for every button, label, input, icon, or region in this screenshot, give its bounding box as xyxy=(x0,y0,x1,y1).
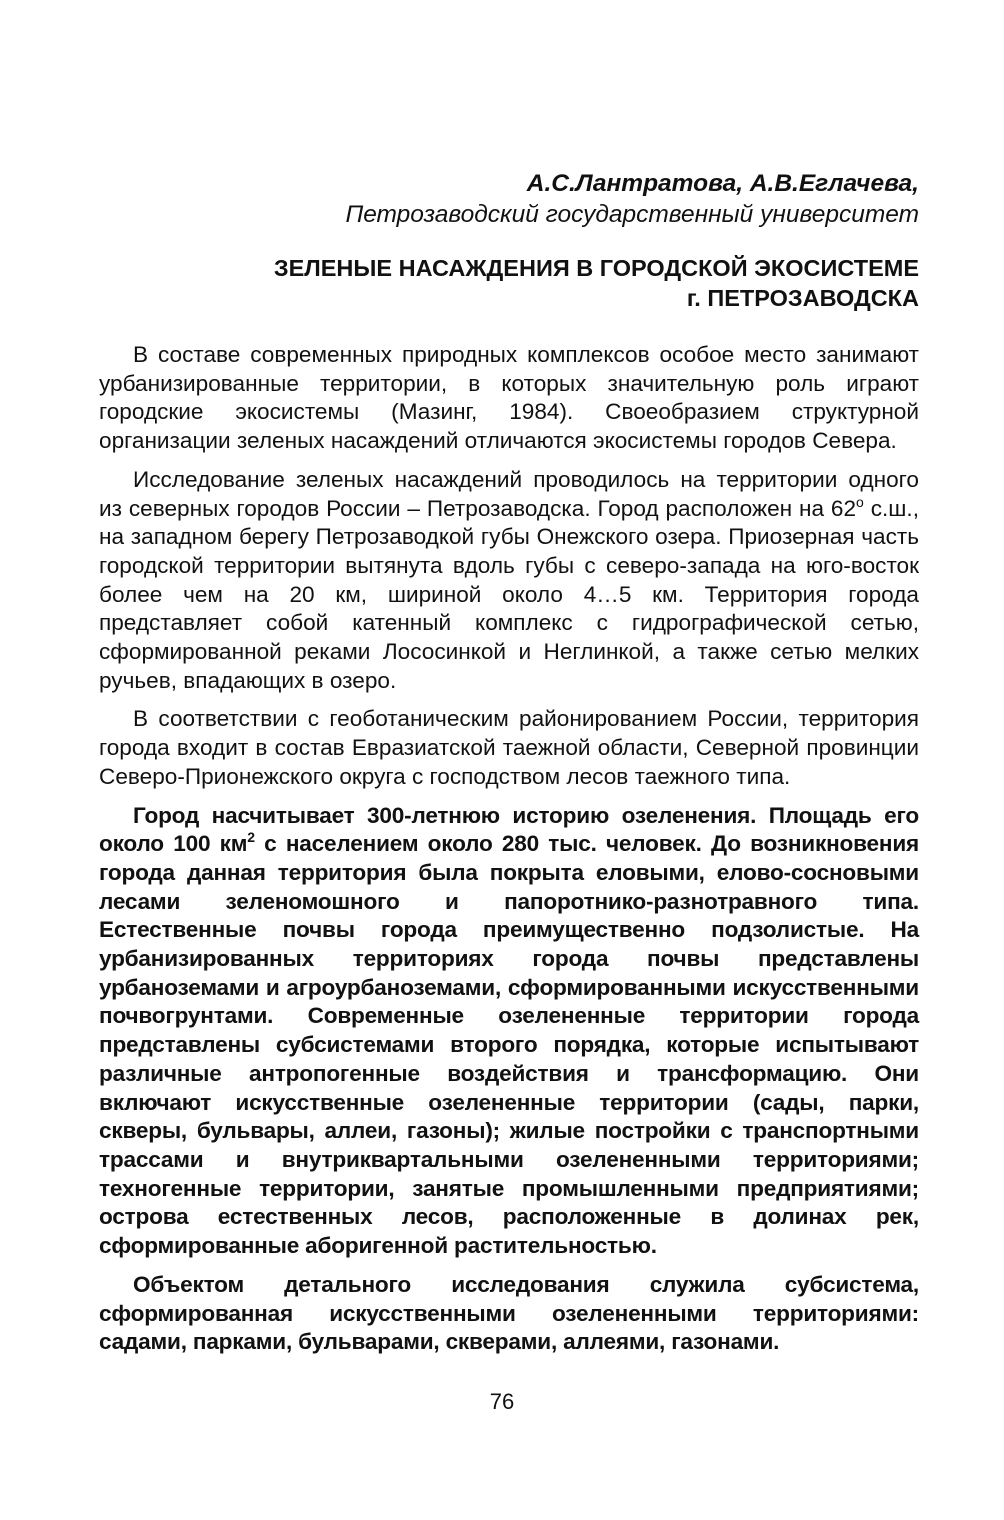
page-number: 76 xyxy=(489,1389,515,1414)
article-body xyxy=(99,341,919,1357)
degree-mark: о xyxy=(856,493,864,510)
title-line-1: ЗЕЛЕНЫЕ НАСАЖДЕНИЯ В ГОРОДСКОЙ ЭКОСИСТЕМЕ xyxy=(273,255,919,281)
paragraph-2-part-a: Исследование зеленых насаждений проводилось на территории одного из северных городов России – Петрозаводска. Город расположен на 62 xyxy=(99,466,919,521)
author-names: А.С.Лантратова, А.В.Еглачева, xyxy=(526,170,919,197)
square-superscript: 2 xyxy=(247,829,255,846)
paragraph-2-part-b: с.ш., на западном берегу Петрозаводкой губы Онежского озера. Приозерная часть городской территории вытянута вдоль губы с северо-запада на юго-восток более чем на 20 км, шириной около 4…5 км. Территория города представляет собой катенный комплекс с гидрографической сетью, сформированной реками Лососинкой и Неглинкой, а также сетью мелких ручьев, впадающих в озеро. xyxy=(99,495,919,693)
paragraph-4-part-b: с населением около 280 тыс. человек. До возникновения города данная территория была покрыта еловыми, елово-сосновыми лесами зеленомошного и папоротнико-разнотравного типа. Естественные почвы города преимущественно подзолистые. На урбанизированных территориях города почвы представлены урбаноземами и агроурбаноземами, сформированными искусственными почвогрунтами. Современные озелененные территории города представлены субсистемами второго порядка, которые испытывают различные антропогенные воздействия и трансформацию. Они включают искусственные озелененные территории (сады, парки, скверы, бульвары, аллеи, газоны); жилые постройки с транспортными трассами и внутриквартальными озелененными территориями; техногенные территории, занятые промышленными предприятиями; острова естественных лесов, расположенные в долинах рек, сформированные аборигенной растительностью. xyxy=(99,831,920,1259)
document-page xyxy=(99,168,919,1367)
paragraph-1: В составе современных природных комплексов особое место занимают урбанизированные территории, в которых значительную роль играют городские экосистемы (Мазинг, 1984). Своеобразием структурной организации зеленых насаждений отличаются экосистемы городов Севера. xyxy=(99,342,919,454)
article-title xyxy=(99,253,919,313)
title-line-2: г. ПЕТРОЗАВОДСКА xyxy=(686,285,919,311)
paragraph-2 xyxy=(99,466,919,696)
paragraph-5: Объектом детального исследования служила субсистема, сформированная искусственными озелененными территориями: садами, парками, бульварами, скверами, аллеями, газонами. xyxy=(99,1271,919,1355)
paragraph-4-part-a: Город насчитывает 300-летнюю историю озеленения. Площадь его около 100 км xyxy=(99,802,919,857)
author-affiliation: Петрозаводский государственный университет xyxy=(345,201,919,228)
paragraph-4 xyxy=(99,802,919,1261)
paragraph-3: В соответствии с геоботаническим районированием России, территория города входит в состав Евразиатской таежной области, Северной провинции Северо-Прионежского округа с господством лесов таежного типа. xyxy=(99,706,919,789)
author-block xyxy=(99,168,919,230)
